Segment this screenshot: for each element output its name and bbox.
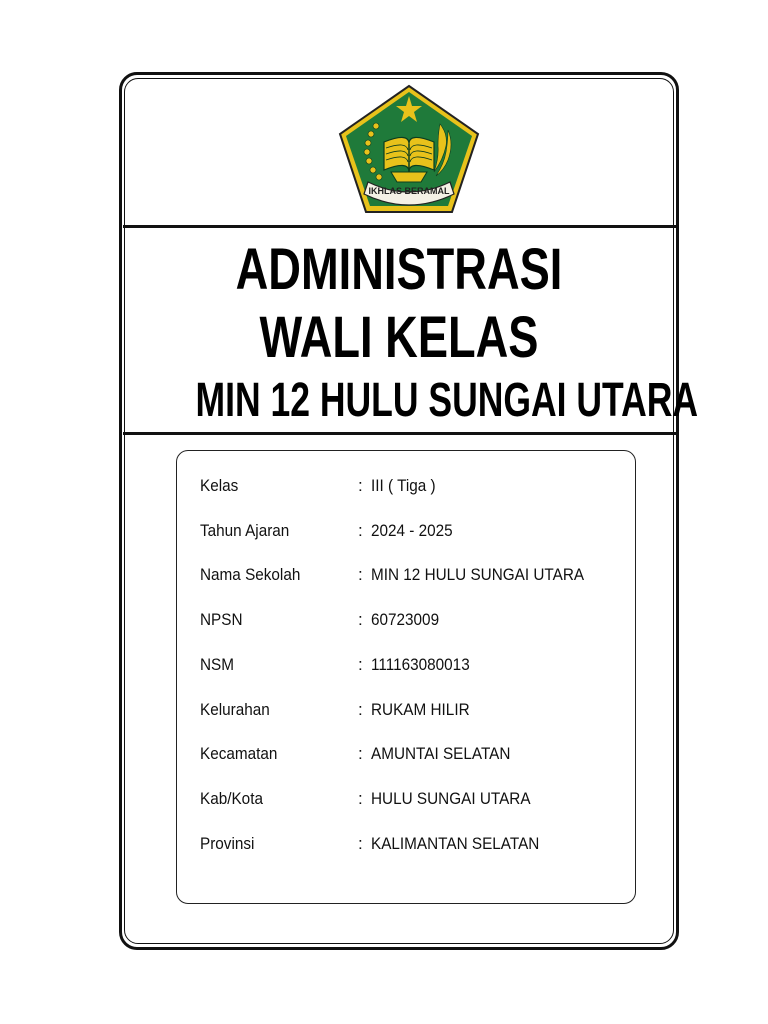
divider-bottom [123, 432, 676, 435]
info-separator: : [358, 476, 363, 495]
info-separator: : [358, 520, 363, 540]
info-row-kelas [200, 476, 620, 500]
info-label: NPSN [200, 610, 243, 630]
info-separator: : [358, 565, 363, 585]
info-value: III ( Tiga ) [371, 476, 436, 495]
info-label: Tahun Ajaran [200, 520, 290, 540]
info-label: Kecamatan [200, 744, 278, 764]
info-row-nsm [200, 655, 620, 679]
info-value: 60723009 [371, 610, 440, 630]
info-label: Provinsi [200, 833, 255, 853]
info-label: NSM [200, 654, 235, 674]
info-row-nama-sekolah [200, 565, 620, 589]
info-value: RUKAM HILIR [371, 699, 470, 719]
info-label: Kab/Kota [200, 788, 263, 808]
info-label: Kelurahan [200, 699, 270, 719]
info-row-kelurahan [200, 700, 620, 724]
info-row-kab-kota [200, 789, 620, 813]
info-value: AMUNTAI SELATAN [371, 744, 511, 764]
info-separator: : [358, 610, 363, 630]
info-label: Nama Sekolah [200, 565, 301, 585]
title-line-2: WALI KELAS [259, 305, 539, 370]
info-row-kecamatan [200, 744, 620, 768]
info-value: HULU SUNGAI UTARA [371, 788, 531, 808]
info-value: MIN 12 HULU SUNGAI UTARA [371, 565, 585, 585]
info-separator: : [358, 744, 363, 764]
info-value: 111163080013 [371, 654, 470, 674]
info-row-provinsi [200, 834, 620, 858]
school-name-title: MIN 12 HULU SUNGAI UTARA [195, 374, 699, 427]
emblem-motto: IKHLAS BERAMAL [368, 186, 450, 196]
info-separator: : [358, 788, 363, 808]
info-value: 2024 - 2025 [371, 520, 453, 540]
divider-top [123, 225, 676, 228]
info-row-tahun-ajaran [200, 521, 620, 545]
info-separator: : [358, 699, 363, 719]
title-line-1: ADMINISTRASI [235, 237, 563, 302]
info-row-npsn [200, 610, 620, 634]
info-value: KALIMANTAN SELATAN [371, 833, 540, 853]
kemenag-emblem-icon [336, 84, 482, 216]
info-separator: : [358, 654, 363, 674]
info-separator: : [358, 833, 363, 853]
info-label: Kelas [200, 476, 239, 495]
